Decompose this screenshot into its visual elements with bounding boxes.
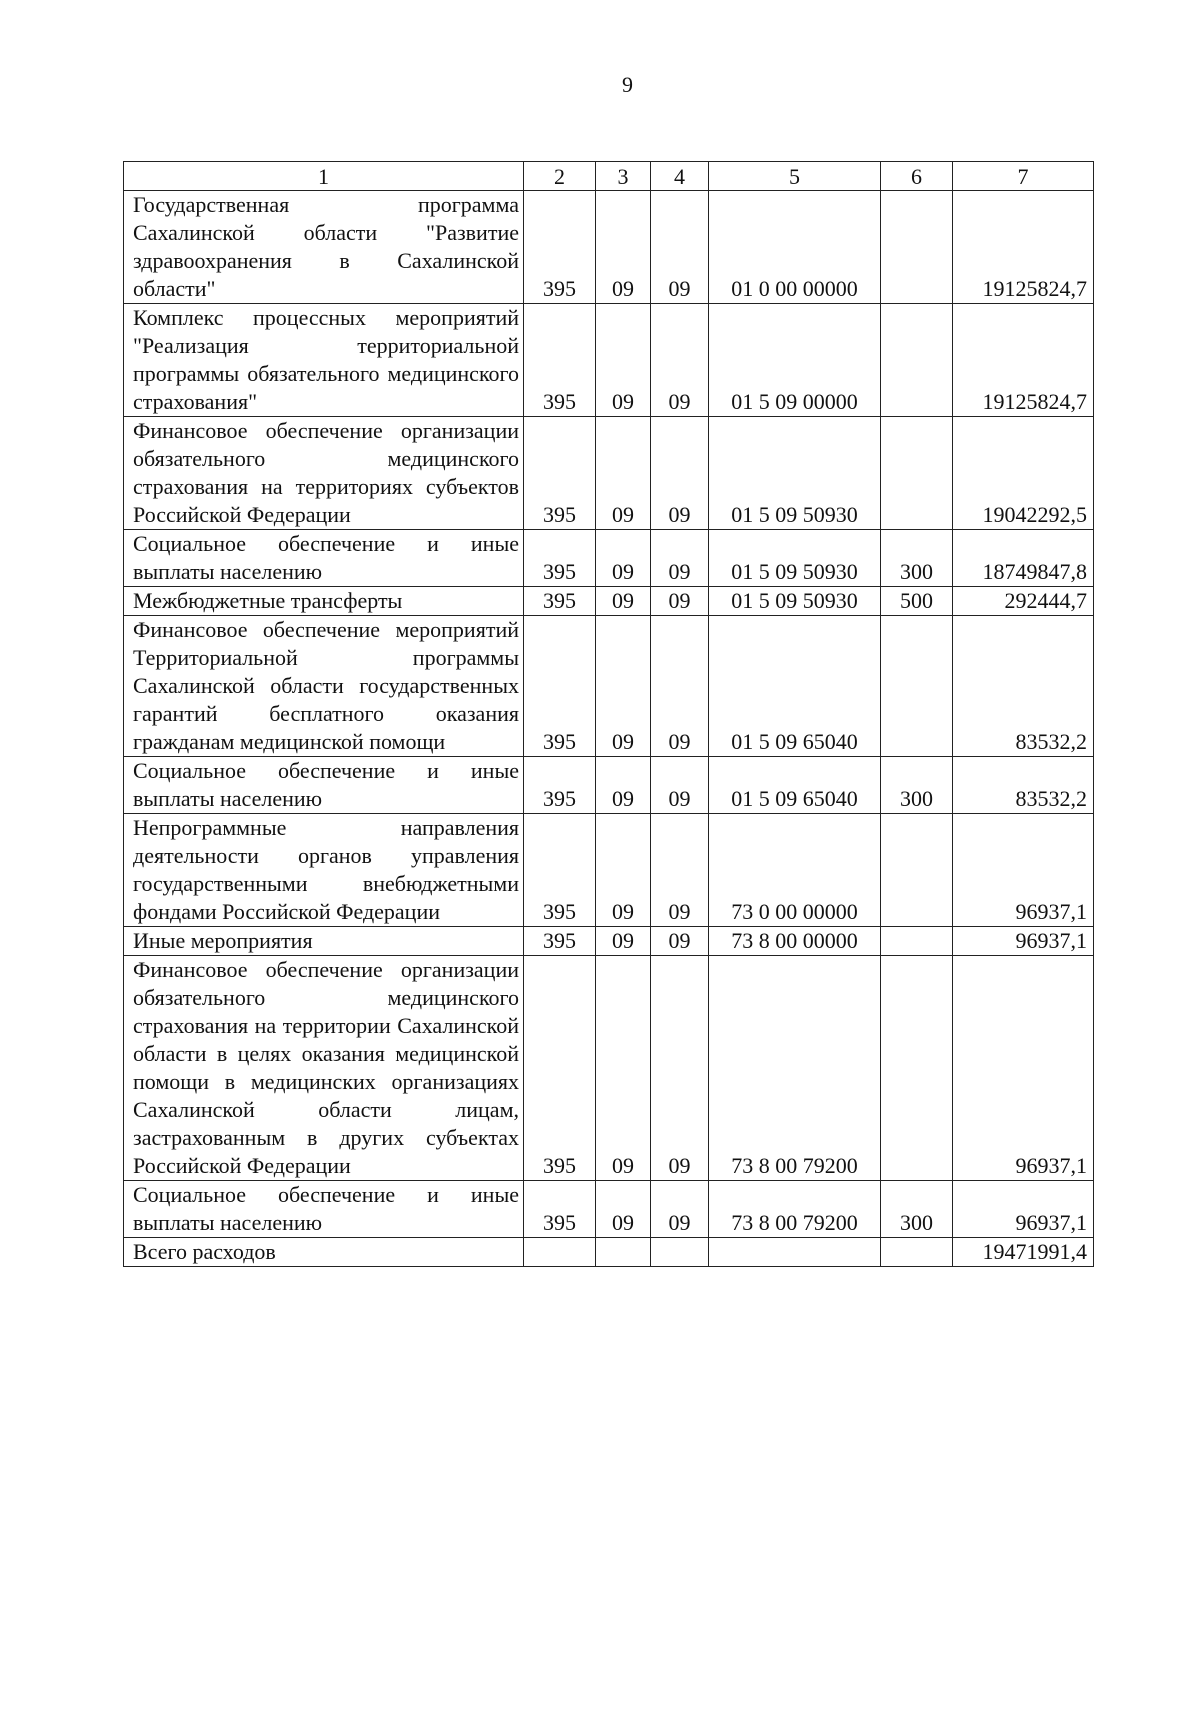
table-row bbox=[124, 304, 1094, 417]
row-description: Социальное обеспечение и иные выплаты населению bbox=[124, 1181, 524, 1238]
target-article-cell bbox=[709, 1238, 881, 1267]
section-cell: 09 bbox=[596, 191, 651, 304]
admin-code-cell: 395 bbox=[524, 927, 596, 956]
admin-code-cell: 395 bbox=[524, 191, 596, 304]
table-row bbox=[124, 1181, 1094, 1238]
subsection-cell bbox=[651, 1238, 709, 1267]
amount-cell: 96937,1 bbox=[953, 927, 1094, 956]
section-cell: 09 bbox=[596, 304, 651, 417]
table-row bbox=[124, 587, 1094, 616]
admin-code-cell: 395 bbox=[524, 956, 596, 1181]
section-cell: 09 bbox=[596, 927, 651, 956]
table-row bbox=[124, 927, 1094, 956]
header-row bbox=[124, 162, 1094, 191]
admin-code-cell: 395 bbox=[524, 530, 596, 587]
row-description: Комплекс процессных мероприятий "Реализация территориальной программы обязательного медицинского страхования" bbox=[124, 304, 524, 417]
expense-type-cell bbox=[881, 1238, 953, 1267]
header-cell: 6 bbox=[881, 162, 953, 191]
row-description: Государственная программа Сахалинской области "Развитие здравоохранения в Сахалинской области" bbox=[124, 191, 524, 304]
total-row bbox=[124, 1238, 1094, 1267]
row-description: Социальное обеспечение и иные выплаты населению bbox=[124, 530, 524, 587]
amount-cell: 19125824,7 bbox=[953, 304, 1094, 417]
admin-code-cell: 395 bbox=[524, 814, 596, 927]
target-article-cell: 01 5 09 50930 bbox=[709, 587, 881, 616]
expense-type-cell bbox=[881, 616, 953, 757]
total-label: Всего расходов bbox=[124, 1238, 524, 1267]
target-article-cell: 73 8 00 79200 bbox=[709, 956, 881, 1181]
target-article-cell: 73 0 00 00000 bbox=[709, 814, 881, 927]
total-amount-cell: 19471991,4 bbox=[953, 1238, 1094, 1267]
expense-type-cell bbox=[881, 191, 953, 304]
header-cell: 7 bbox=[953, 162, 1094, 191]
expenditure-table bbox=[123, 161, 1094, 1267]
subsection-cell: 09 bbox=[651, 417, 709, 530]
target-article-cell: 01 0 00 00000 bbox=[709, 191, 881, 304]
target-article-cell: 01 5 09 50930 bbox=[709, 417, 881, 530]
target-article-cell: 01 5 09 65040 bbox=[709, 757, 881, 814]
admin-code-cell bbox=[524, 1238, 596, 1267]
table-row bbox=[124, 417, 1094, 530]
expense-type-cell bbox=[881, 417, 953, 530]
amount-cell: 83532,2 bbox=[953, 616, 1094, 757]
table-row bbox=[124, 530, 1094, 587]
section-cell: 09 bbox=[596, 530, 651, 587]
row-description: Непрограммные направления деятельности органов управления государственными внебюджетными фондами Российской Федерации bbox=[124, 814, 524, 927]
amount-cell: 19042292,5 bbox=[953, 417, 1094, 530]
expense-type-cell bbox=[881, 814, 953, 927]
admin-code-cell: 395 bbox=[524, 1181, 596, 1238]
subsection-cell: 09 bbox=[651, 304, 709, 417]
admin-code-cell: 395 bbox=[524, 757, 596, 814]
page-number: 9 bbox=[622, 72, 633, 97]
section-cell: 09 bbox=[596, 757, 651, 814]
row-description: Финансовое обеспечение организации обязательного медицинского страхования на территории Сахалинской области в целях оказания медицинской помощи в медицинских организациях Сахалинской области лицам, застрахованным в других субъектах Российской Федерации bbox=[124, 956, 524, 1181]
expense-type-cell: 300 bbox=[881, 1181, 953, 1238]
amount-cell: 96937,1 bbox=[953, 956, 1094, 1181]
expense-type-cell: 300 bbox=[881, 757, 953, 814]
section-cell: 09 bbox=[596, 956, 651, 1181]
expense-type-cell: 500 bbox=[881, 587, 953, 616]
section-cell bbox=[596, 1238, 651, 1267]
table-row bbox=[124, 757, 1094, 814]
subsection-cell: 09 bbox=[651, 587, 709, 616]
header-cell: 2 bbox=[524, 162, 596, 191]
row-description: Межбюджетные трансферты bbox=[124, 587, 524, 616]
header-cell: 3 bbox=[596, 162, 651, 191]
amount-cell: 96937,1 bbox=[953, 1181, 1094, 1238]
admin-code-cell: 395 bbox=[524, 616, 596, 757]
amount-cell: 292444,7 bbox=[953, 587, 1094, 616]
section-cell: 09 bbox=[596, 587, 651, 616]
amount-cell: 19125824,7 bbox=[953, 191, 1094, 304]
admin-code-cell: 395 bbox=[524, 587, 596, 616]
admin-code-cell: 395 bbox=[524, 304, 596, 417]
subsection-cell: 09 bbox=[651, 927, 709, 956]
target-article-cell: 01 5 09 50930 bbox=[709, 530, 881, 587]
target-article-cell: 73 8 00 00000 bbox=[709, 927, 881, 956]
subsection-cell: 09 bbox=[651, 191, 709, 304]
expense-type-cell bbox=[881, 304, 953, 417]
section-cell: 09 bbox=[596, 417, 651, 530]
subsection-cell: 09 bbox=[651, 757, 709, 814]
table-row bbox=[124, 814, 1094, 927]
amount-cell: 83532,2 bbox=[953, 757, 1094, 814]
table-row bbox=[124, 956, 1094, 1181]
section-cell: 09 bbox=[596, 1181, 651, 1238]
row-description: Социальное обеспечение и иные выплаты населению bbox=[124, 757, 524, 814]
header-cell: 1 bbox=[124, 162, 524, 191]
target-article-cell: 73 8 00 79200 bbox=[709, 1181, 881, 1238]
table-row bbox=[124, 616, 1094, 757]
row-description: Иные мероприятия bbox=[124, 927, 524, 956]
subsection-cell: 09 bbox=[651, 530, 709, 587]
subsection-cell: 09 bbox=[651, 814, 709, 927]
row-description: Финансовое обеспечение организации обязательного медицинского страхования на территориях субъектов Российской Федерации bbox=[124, 417, 524, 530]
row-description: Финансовое обеспечение мероприятий Территориальной программы Сахалинской области государственных гарантий бесплатного оказания гражданам медицинской помощи bbox=[124, 616, 524, 757]
subsection-cell: 09 bbox=[651, 956, 709, 1181]
target-article-cell: 01 5 09 65040 bbox=[709, 616, 881, 757]
header-cell: 4 bbox=[651, 162, 709, 191]
subsection-cell: 09 bbox=[651, 1181, 709, 1238]
amount-cell: 18749847,8 bbox=[953, 530, 1094, 587]
expense-type-cell bbox=[881, 927, 953, 956]
subsection-cell: 09 bbox=[651, 616, 709, 757]
expense-type-cell bbox=[881, 956, 953, 1181]
amount-cell: 96937,1 bbox=[953, 814, 1094, 927]
header-cell: 5 bbox=[709, 162, 881, 191]
table-row bbox=[124, 191, 1094, 304]
admin-code-cell: 395 bbox=[524, 417, 596, 530]
section-cell: 09 bbox=[596, 616, 651, 757]
target-article-cell: 01 5 09 00000 bbox=[709, 304, 881, 417]
expense-type-cell: 300 bbox=[881, 530, 953, 587]
section-cell: 09 bbox=[596, 814, 651, 927]
